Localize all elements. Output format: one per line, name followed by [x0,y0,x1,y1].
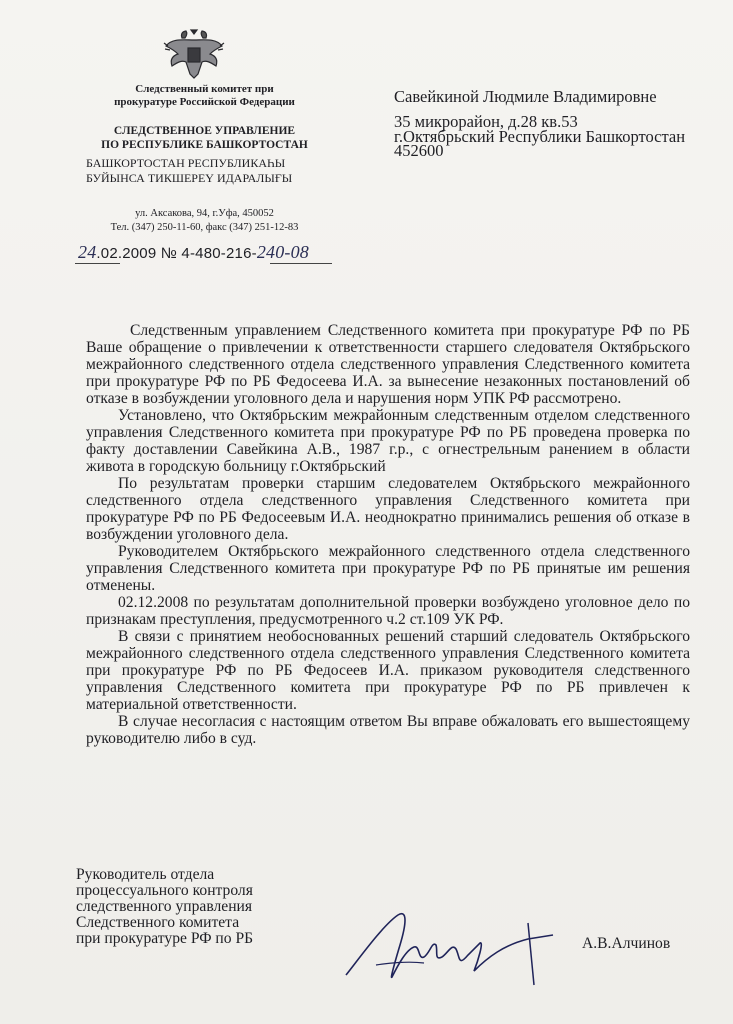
bash-line-1: БАШКОРТОСТАН РЕСПУБЛИКАҺЫ [86,156,286,170]
recipient-address-line-2: г.Октябрьский Республики Башкортостан [394,127,686,146]
reg-day-handwritten: 24 [78,242,97,262]
letter-body [86,322,690,747]
org-line-2: прокуратуре Российской Федерации [114,96,295,108]
paragraph-6: В связи с принятием необоснованных решений старший следователь Октябрьского межрайонного следственного отдела следственного управления Следственного комитета при прокуратуре РФ по РБ Федосеев И.А. приказом руководителя следственного управления Следственного комитета при прокуратуре РФ по РБ привлечен к материальной ответственности. [86,628,690,713]
reg-day-underline [75,263,120,264]
reg-printed: .02.2009 № 4-480-216- [96,245,257,262]
signatory-title-line-5: при прокуратуре РФ по РБ [76,930,254,947]
org-address: ул. Аксакова, 94, г.Уфа, 450052 [135,208,274,219]
paragraph-2: Установлено, что Октябрьским межрайонным следственным отделом следственного управления Следственного комитета при прокуратуре РФ по РБ проведена проверка по факту доставлении Савейкина А.В., 1987 г.р., с огнестрельным ранением в области живота в городскую больницу г.Октябрьский [86,407,690,475]
reg-suffix-handwritten: 240-08 [256,242,310,262]
recipient-address-line-1: 35 микрорайон, д.28 кв.53 [394,112,578,131]
handwritten-signature [328,905,568,990]
paragraph-5: 02.12.2008 по результатам дополнительной проверки возбуждено уголовное дело по признакам преступления, предусмотренного ч.2 ст.109 УК РФ. [86,594,690,628]
paragraph-3: По результатам проверки старшим следователем Октябрьского межрайонного следственного отдела следственного управления Следственного комитета при прокуратуре РФ по РБ Федосеевым И.А. неоднократно принимались решения об отказе в возбуждении уголовного дела. [86,475,690,543]
org-phones: Тел. (347) 250-11-60, факс (347) 251-12-83 [110,222,299,233]
recipient-postcode: 452600 [394,141,444,160]
signatory-title-line-3: следственного управления [76,898,253,915]
paragraph-7: В случае несогласия с настоящим ответом Вы вправе обжаловать его вышестоящему руководителю либо в суд. [86,713,690,747]
paragraph-1: Следственным управлением Следственного комитета при прокуратуре РФ по РБ Ваше обращение о привлечении к ответственности старшего следователя Октябрьского межрайонного следственного отдела следственного управления Следственного комитета при прокуратуре РФ по РБ Федосеева И.А. за вынесение незаконных постановлений об отказе в возбуждении уголовного дела и нарушения норм УПК РФ рассмотрено. [86,322,690,407]
coat-of-arms-icon [160,28,228,80]
dept-line-2: ПО РЕСПУБЛИКЕ БАШКОРТОСТАН [101,139,308,151]
paragraph-4: Руководителем Октябрьского межрайонного следственного отдела следственного управления Следственного комитета при прокуратуре РФ по РБ принятые им решения отменены. [86,543,690,594]
signatory-title-line-2: процессуального контроля [76,882,253,899]
dept-line-1: СЛЕДСТВЕННОЕ УПРАВЛЕНИЕ [113,125,296,137]
org-line-1: Следственный комитет при [135,83,274,95]
signatory-name: А.В.Алчинов [582,935,671,952]
signatory-title-line-1: Руководитель отдела [76,866,215,883]
signatory-title-line-4: Следственного комитета [76,914,240,931]
bash-line-2: БУЙЫНСА ТИКШЕРЕҮ ИДАРАЛЫҒЫ [86,171,293,185]
recipient-name: Савейкиной Людмиле Владимировне [394,87,657,106]
registration-number [78,242,309,263]
reg-suffix-underline [270,263,332,264]
